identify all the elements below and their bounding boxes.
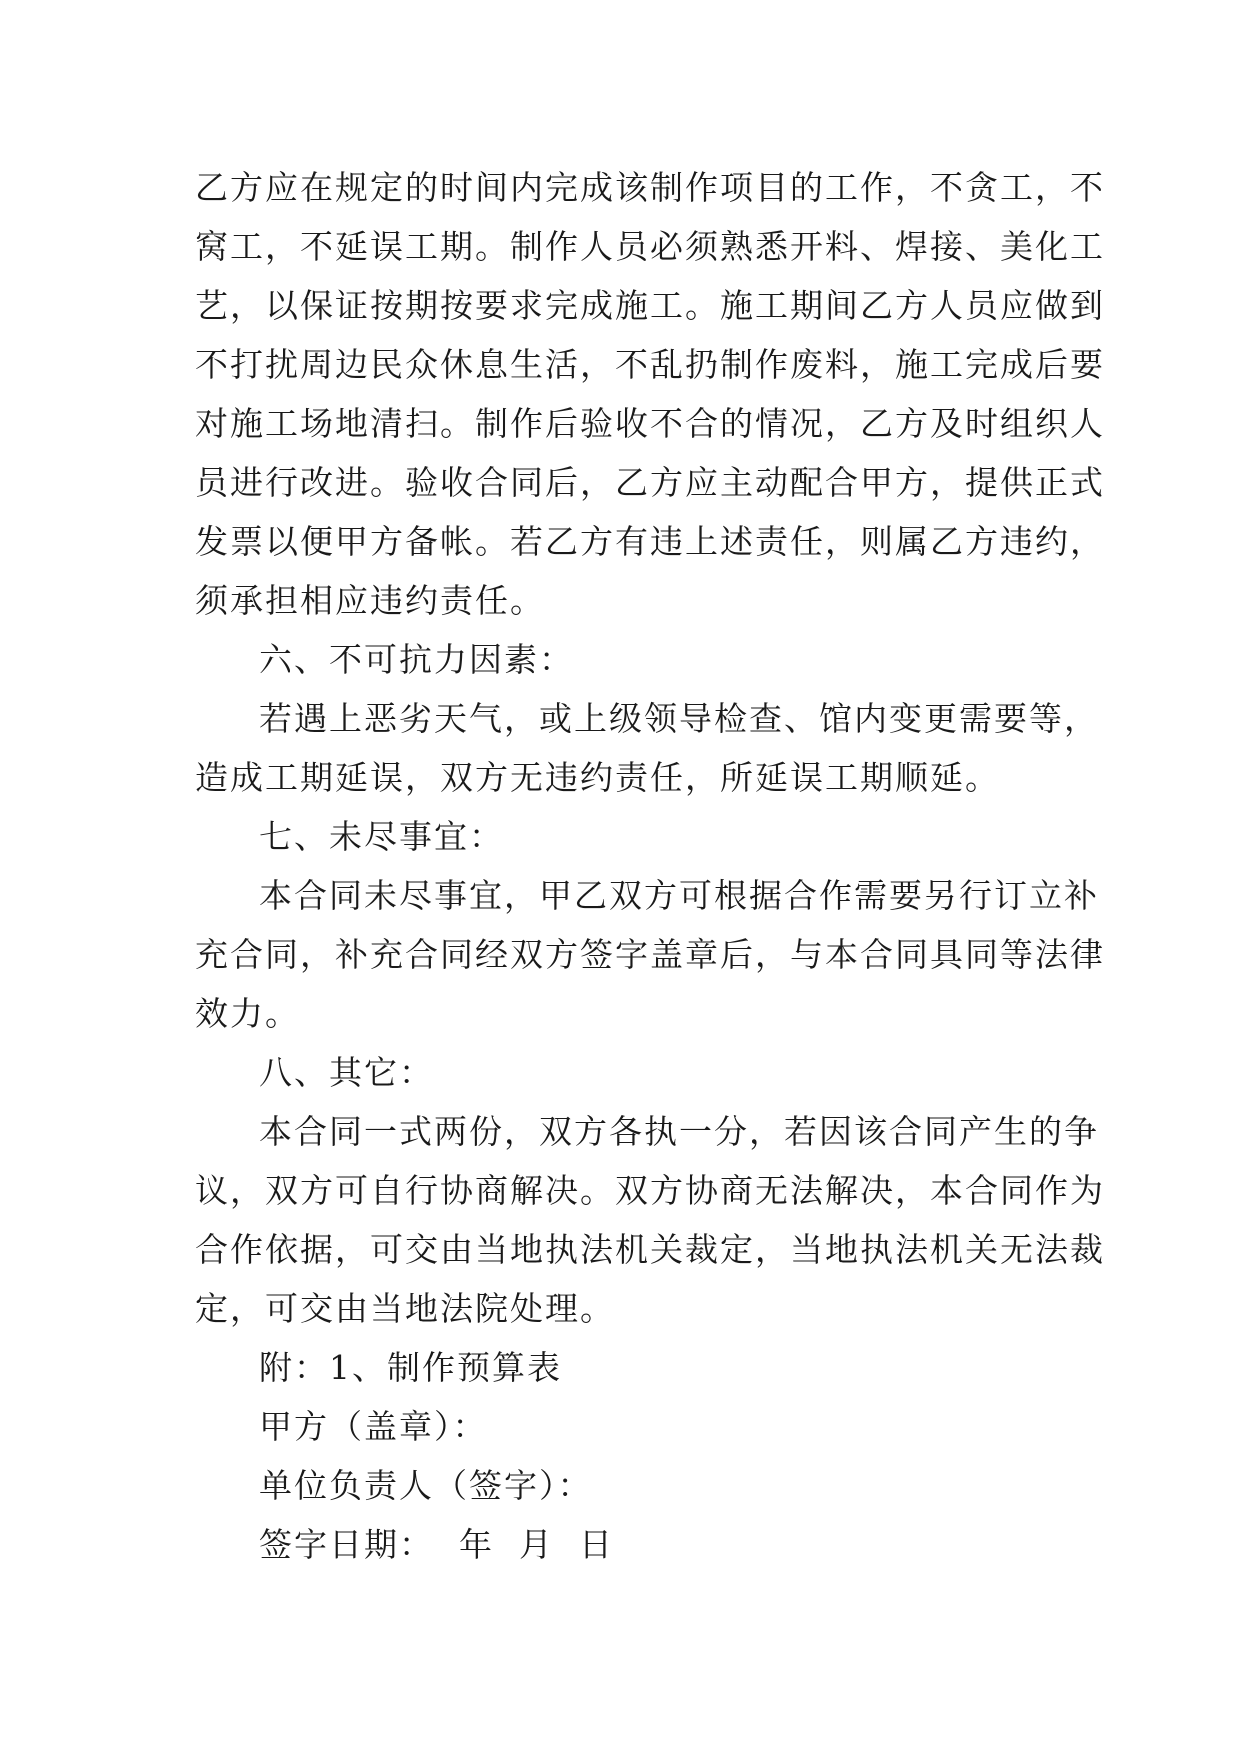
text-line: 充合同，补充合同经双方签字盖章后，与本合同具同等法律 (195, 935, 1105, 974)
text-line: 合作依据，可交由当地执法机关裁定，当地执法机关无法裁 (195, 1230, 1105, 1269)
text-line: 窝工，不延误工期。制作人员必须熟悉开料、焊接、美化工 (195, 227, 1105, 266)
text-line: 议，双方可自行协商解决。双方协商无法解决，本合同作为 (195, 1171, 1105, 1210)
text-line: 定，可交由当地法院处理。 (195, 1289, 615, 1328)
paragraph-other (195, 1102, 1105, 1338)
paragraph-outstanding-matters (195, 866, 1105, 1043)
attachment-line: 附：1、制作预算表 (259, 1348, 562, 1387)
text-line: 发票以便甲方备帐。若乙方有违上述责任，则属乙方违约， (195, 522, 1105, 561)
text-line: 若遇上恶劣天气，或上级领导检查、馆内变更需要等， (259, 699, 1099, 738)
text-line: 对施工场地清扫。制作后验收不合的情况，乙方及时组织人 (195, 404, 1105, 443)
text-line: 本合同一式两份，双方各执一分，若因该合同产生的争 (259, 1112, 1099, 1151)
party-a-seal-line: 甲方（盖章）： (259, 1407, 488, 1446)
text-line: 本合同未尽事宜，甲乙双方可根据合作需要另行订立补 (259, 876, 1099, 915)
text-line: 艺，以保证按期按要求完成施工。施工期间乙方人员应做到 (195, 286, 1105, 325)
text-line: 不打扰周边民众休息生活，不乱扔制作废料，施工完成后要 (195, 345, 1105, 384)
text-line: 乙方应在规定的时间内完成该制作项目的工作，不贪工，不 (195, 168, 1105, 207)
unit-leader-signature-line: 单位负责人（签字）： (259, 1466, 593, 1505)
section-heading-force-majeure: 六、不可抗力因素： (259, 640, 574, 679)
text-line: 效力。 (195, 994, 300, 1033)
section-heading-outstanding-matters: 七、未尽事宜： (259, 817, 504, 856)
text-line: 须承担相应违约责任。 (195, 581, 545, 620)
paragraph-responsibilities (195, 158, 1105, 630)
document-page (195, 158, 1105, 1574)
text-line: 员进行改进。验收合同后，乙方应主动配合甲方，提供正式 (195, 463, 1105, 502)
section-heading-other: 八、其它： (259, 1053, 434, 1092)
text-line: 造成工期延误，双方无违约责任，所延误工期顺延。 (195, 758, 1000, 797)
paragraph-force-majeure (195, 689, 1099, 807)
signature-date-line: 签字日期： 年 月 日 (259, 1525, 614, 1564)
